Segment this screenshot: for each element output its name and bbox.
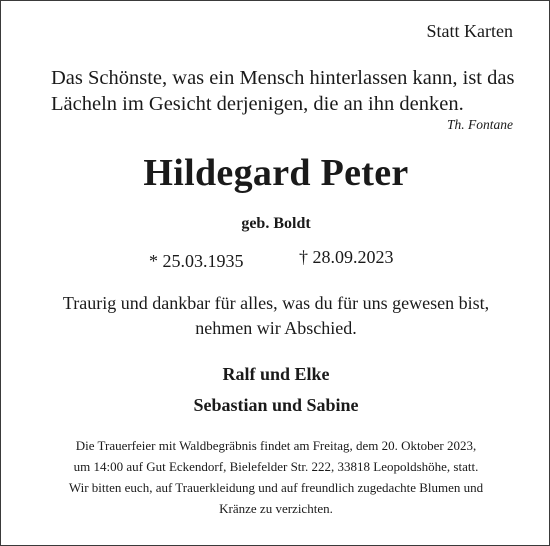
- ceremony-line: um 14:00 auf Gut Eckendorf, Bielefelder Str. 222, 33818 Leopoldshöhe, statt.: [73, 459, 479, 474]
- ceremony-line: Wir bitten euch, auf Trauerkleidung und auf freundlich zugedachte Blumen und: [68, 480, 484, 495]
- birth-date: * 25.03.1935: [149, 251, 244, 271]
- ceremony-line: Kränze zu verzichten.: [219, 501, 333, 516]
- statt-karten-label: Statt Karten: [426, 21, 513, 41]
- ceremony-line: Die Trauerfeier mit Waldbegräbnis findet am Freitag, dem 20. Oktober 2023,: [75, 438, 477, 453]
- quote-line: Lächeln im Gesicht derjenigen, die an ihn denken.: [51, 93, 464, 115]
- quote-author: Th. Fontane: [447, 117, 513, 132]
- mourners: [1, 359, 550, 421]
- message-line: Traurig und dankbar für alles, was du für uns gewesen bist,: [62, 293, 490, 313]
- mourner-line: Sebastian und Sabine: [193, 395, 359, 415]
- farewell-message: [1, 291, 550, 341]
- message-line: nehmen wir Abschied.: [195, 318, 357, 338]
- deceased-name: Hildegard Peter: [143, 152, 409, 194]
- death-date: † 28.09.2023: [299, 247, 394, 267]
- ceremony-info: [1, 435, 550, 519]
- quote: [51, 65, 531, 117]
- quote-line: Das Schönste, was ein Mensch hinterlassen kann, ist das: [51, 67, 515, 89]
- mourner-line: Ralf und Elke: [222, 364, 330, 384]
- birth-name: geb. Boldt: [241, 215, 311, 232]
